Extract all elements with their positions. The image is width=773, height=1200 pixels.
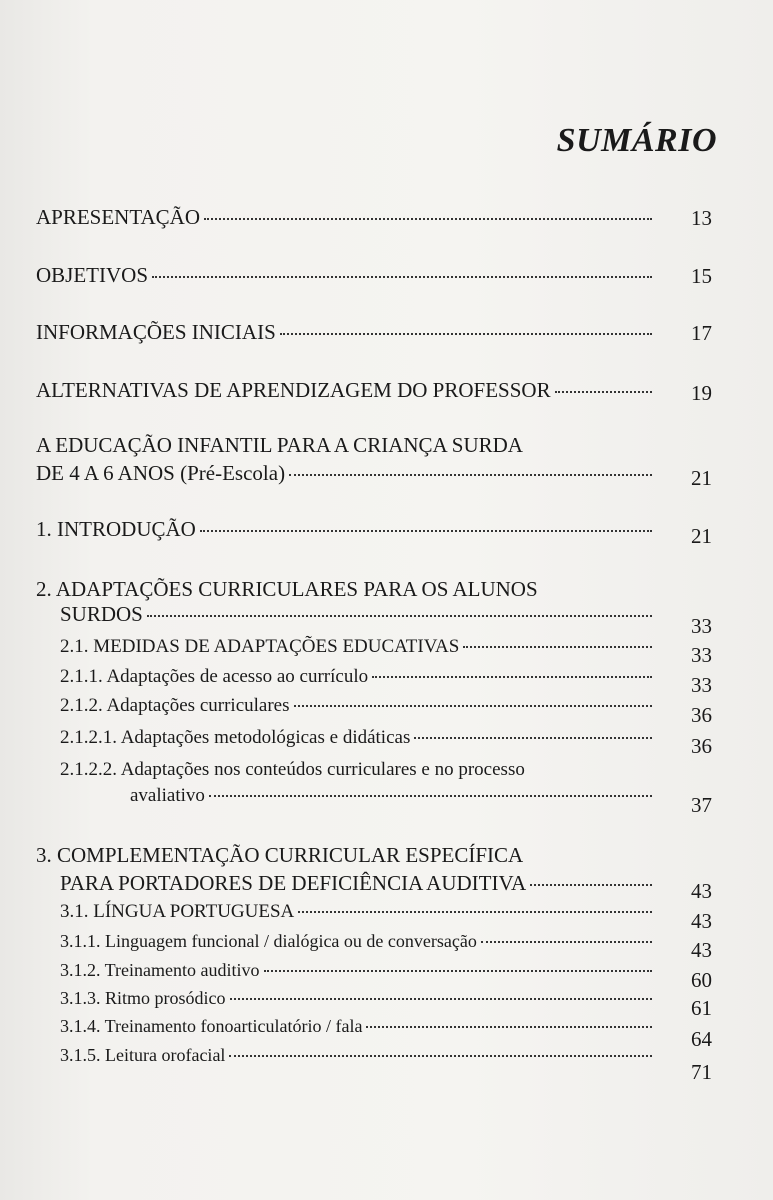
dot-leader — [264, 970, 653, 972]
toc-entry-label: OBJETIVOS — [36, 263, 149, 287]
toc-page-number: 37 — [691, 793, 712, 817]
toc-entry-label-line2: avaliativo — [130, 785, 205, 806]
dot-leader — [289, 474, 652, 476]
toc-entry-label: 3.1.2. Treinamento auditivo — [60, 960, 260, 980]
dot-leader — [372, 676, 652, 678]
toc-entry — [60, 601, 656, 627]
toc-entry — [60, 664, 656, 690]
toc-entry — [36, 516, 656, 542]
toc-entry-label: 2.1. MEDIDAS DE ADAPTAÇÕES EDUCATIVAS — [60, 636, 460, 657]
toc-entry — [36, 262, 656, 288]
toc-entry-label-line1: 2.1.2.2. Adaptações nos conteúdos curriculares e no processo — [60, 759, 525, 780]
toc-page-number: 36 — [691, 734, 712, 758]
toc-entry-label: 2.1.2. Adaptações curriculares — [60, 695, 290, 716]
dot-leader — [230, 998, 653, 1000]
toc-page-number: 36 — [691, 703, 712, 727]
toc-page-number: 33 — [691, 673, 712, 697]
toc-entry — [130, 783, 656, 809]
toc-entry — [60, 870, 656, 896]
toc-entry — [60, 985, 656, 1011]
toc-page-number: 43 — [691, 879, 712, 903]
toc-page-number: 21 — [691, 466, 712, 490]
toc-page-number: 13 — [691, 206, 712, 230]
toc-entry-label: 3.1.5. Leitura orofacial — [60, 1045, 226, 1065]
toc-entry — [36, 460, 656, 486]
toc-entry-label-line2: PARA PORTADORES DE DEFICIÊNCIA AUDITIVA — [60, 871, 527, 895]
toc-entry — [60, 1013, 656, 1039]
toc-entry-label-line1: 3. COMPLEMENTAÇÃO CURRICULAR ESPECÍFICA — [36, 843, 524, 867]
toc-page-number: 33 — [691, 643, 712, 667]
toc-entry-label-line2: DE 4 A 6 ANOS (Pré-Escola) — [36, 461, 286, 485]
toc-page-number: 71 — [691, 1060, 712, 1084]
toc-page-number: 64 — [691, 1027, 712, 1051]
dot-leader — [229, 1055, 652, 1057]
toc-entry — [60, 957, 656, 983]
toc-entry-label-line1: A EDUCAÇÃO INFANTIL PARA A CRIANÇA SURDA — [36, 433, 523, 457]
toc-entry — [60, 928, 656, 954]
toc-page-number: 43 — [691, 938, 712, 962]
dot-leader — [280, 333, 652, 335]
toc-entry-label: 3.1.4. Treinamento fonoarticulatório / fala — [60, 1016, 363, 1036]
toc-entry-label: 3.1.3. Ritmo prosódico — [60, 988, 226, 1008]
toc-page-number: 17 — [691, 321, 712, 345]
toc-entry-label: 3.1.1. Linguagem funcional / dialógica ou de conversação — [60, 931, 477, 951]
toc-entry — [60, 1042, 656, 1068]
dot-leader — [530, 884, 652, 886]
dot-leader — [152, 276, 652, 278]
dot-leader — [481, 941, 652, 943]
toc-entry-label: ALTERNATIVAS DE APRENDIZAGEM DO PROFESSOR — [36, 378, 551, 402]
page-title: SUMÁRIO — [556, 122, 717, 159]
dot-leader — [294, 705, 653, 707]
toc-page-number: 60 — [691, 968, 712, 992]
toc-entry-label: APRESENTAÇÃO — [36, 205, 201, 229]
toc-page-number: 33 — [691, 614, 712, 638]
toc-entry-label: INFORMAÇÕES INICIAIS — [36, 320, 276, 344]
toc-page-number: 21 — [691, 524, 712, 548]
toc-entry — [60, 693, 656, 719]
toc-entry — [36, 319, 656, 345]
dot-leader — [555, 391, 652, 393]
toc-entry — [36, 204, 656, 230]
dot-leader — [147, 615, 652, 617]
toc-page-number: 43 — [691, 909, 712, 933]
toc-entry — [60, 899, 656, 925]
toc-entry-label-line2: SURDOS — [60, 602, 143, 626]
toc-entry-label: 2.1.2.1. Adaptações metodológicas e didáticas — [60, 727, 411, 748]
toc-entry — [60, 634, 656, 660]
dot-leader — [200, 530, 652, 532]
toc-page-number: 19 — [691, 381, 712, 405]
dot-leader — [209, 795, 652, 797]
toc-entry — [60, 725, 656, 751]
toc-page-number: 15 — [691, 264, 712, 288]
dot-leader — [463, 646, 652, 648]
toc-entry — [36, 377, 656, 403]
toc-entry-label: 3.1. LÍNGUA PORTUGUESA — [60, 901, 295, 922]
toc-entry-label: 1. INTRODUÇÃO — [36, 517, 196, 541]
dot-leader — [298, 911, 652, 913]
toc-entry-label-line1: 2. ADAPTAÇÕES CURRICULARES PARA OS ALUNOS — [36, 577, 538, 601]
toc-page-number: 61 — [691, 996, 712, 1020]
toc-entry-label: 2.1.1. Adaptações de acesso ao currículo — [60, 666, 369, 687]
dot-leader — [414, 737, 652, 739]
show-through-text — [300, 120, 305, 143]
dot-leader — [204, 218, 652, 220]
dot-leader — [366, 1026, 652, 1028]
